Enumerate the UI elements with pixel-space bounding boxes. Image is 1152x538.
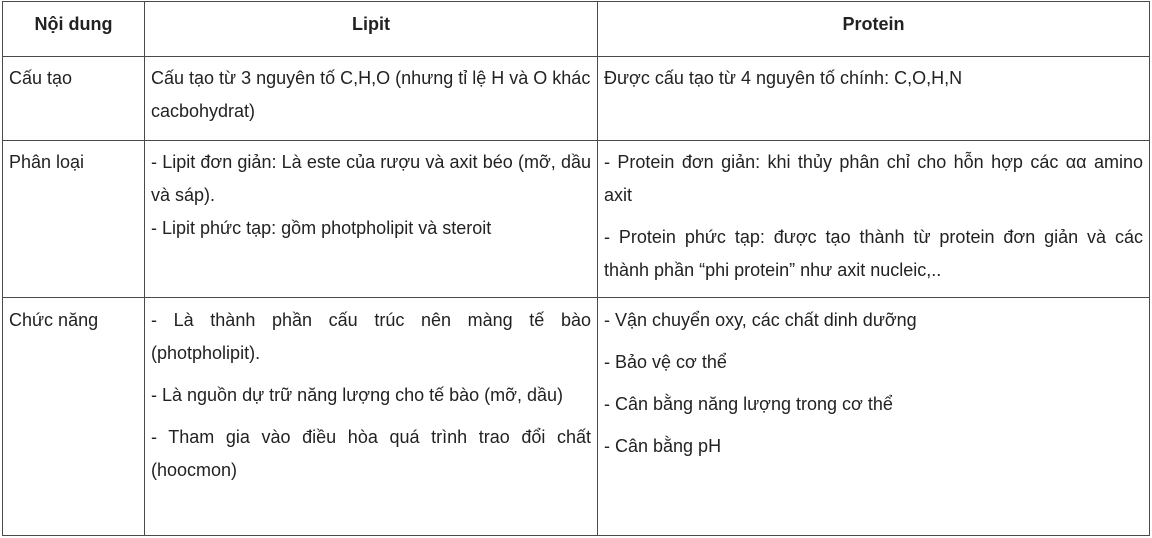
lipit-cell: [145, 141, 598, 298]
row-label: Phân loại: [3, 141, 145, 298]
row-label: Chức năng: [3, 298, 145, 536]
protein-cell: [598, 141, 1150, 298]
header-lipit: Lipit: [145, 2, 598, 57]
cell-text: Cấu tạo từ 3 nguyên tố C,H,O (nhưng tỉ lệ H và O khác cacbohydrat): [151, 68, 591, 121]
cell-text: - Là nguồn dự trữ năng lượng cho tế bào (mỡ, dầu): [151, 385, 563, 405]
row-label: Cấu tạo: [3, 57, 145, 141]
cell-text: - Protein đơn giản: khi thủy phân chỉ cho hỗn hợp các αα amino axit: [604, 152, 1143, 205]
cell-text: - Bảo vệ cơ thể: [604, 352, 727, 372]
header-noi-dung: Nội dung: [3, 2, 145, 57]
cell-text: - Lipit đơn giản: Là este của rượu và axit béo (mỡ, dầu và sáp).: [151, 152, 591, 205]
cell-text: - Vận chuyển oxy, các chất dinh dưỡng: [604, 310, 917, 330]
cell-text: - Lipit phức tạp: gồm photpholipit và steroit: [151, 218, 492, 238]
cell-text: Được cấu tạo từ 4 nguyên tố chính: C,O,H,N: [604, 68, 963, 88]
protein-cell: [598, 298, 1150, 536]
cell-text: - Là thành phần cấu trúc nên màng tế bào (photpholipit).: [151, 310, 591, 363]
cell-text: - Protein phức tạp: được tạo thành từ protein đơn giản và các thành phần “phi protein” như axit nucleic,..: [604, 227, 1143, 280]
table-row-phan-loai: [3, 141, 1150, 298]
table-row-chuc-nang: [3, 298, 1150, 536]
lipit-cell: [145, 57, 598, 141]
cell-text: - Cân bằng năng lượng trong cơ thể: [604, 394, 893, 414]
lipit-cell: [145, 298, 598, 536]
cell-text: - Cân bằng pH: [604, 436, 722, 456]
header-row: [3, 2, 1150, 57]
comparison-table: [2, 1, 1150, 536]
cell-text: - Tham gia vào điều hòa quá trình trao đổi chất (hoocmon): [151, 427, 591, 480]
table-row-cau-tao: [3, 57, 1150, 141]
protein-cell: [598, 57, 1150, 141]
header-protein: Protein: [598, 2, 1150, 57]
